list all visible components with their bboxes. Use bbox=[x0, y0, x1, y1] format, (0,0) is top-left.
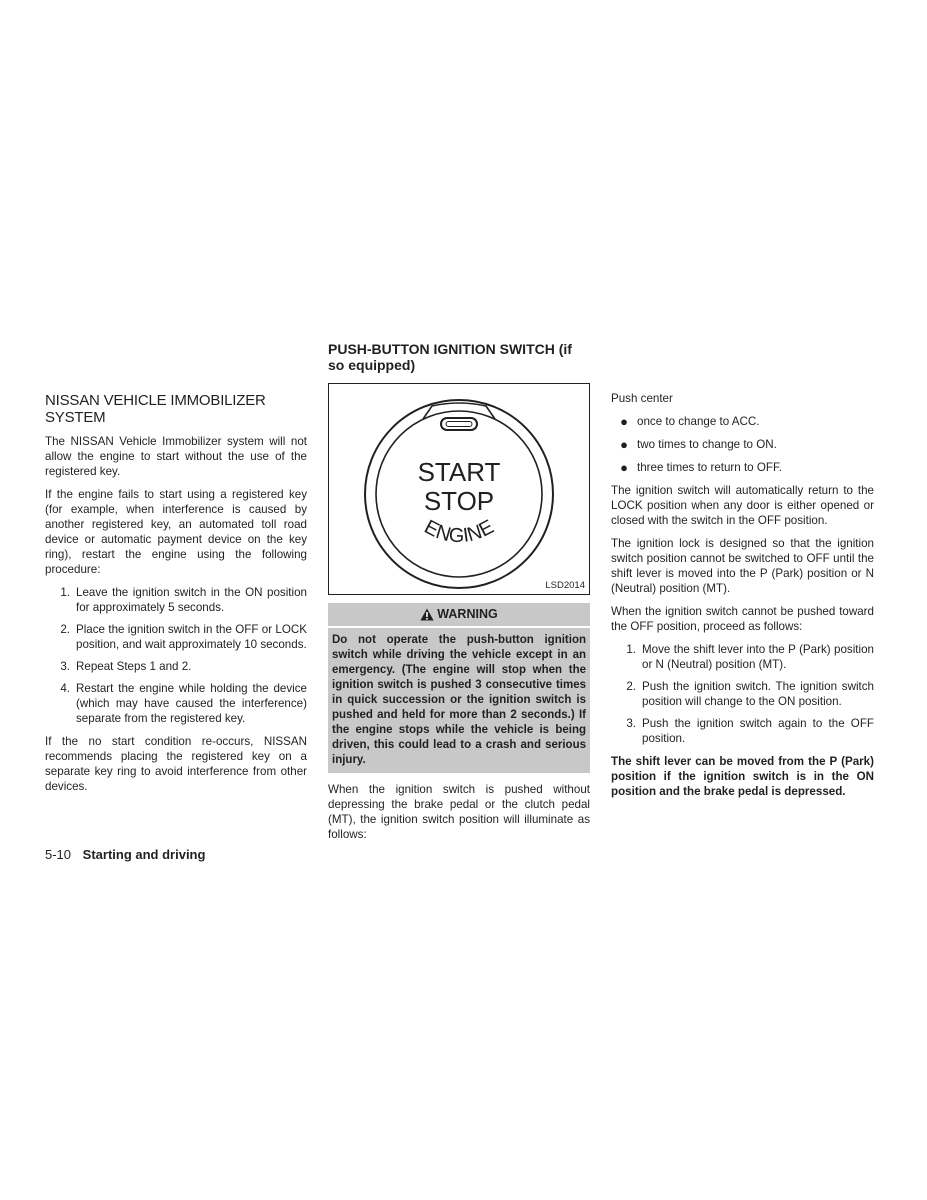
warning-header bbox=[328, 603, 590, 628]
cannot-push-paragraph: When the ignition switch cannot be pushed toward the OFF position, proceed as follows: bbox=[611, 605, 874, 633]
bullet-text: two times to change to ON. bbox=[637, 438, 777, 451]
bullet-icon: ● bbox=[620, 437, 628, 452]
section-name: Starting and driving bbox=[82, 847, 206, 862]
list-item bbox=[611, 437, 874, 452]
push-button-section-title: PUSH-BUTTON IGNITION SWITCH (if so equipped) bbox=[328, 341, 572, 373]
bullet-icon: ● bbox=[620, 414, 628, 429]
right-column bbox=[611, 391, 874, 807]
ignition-lock-paragraph: The ignition lock is designed so that the ignition switch position cannot be switched to OFF until the shift lever is moved into the P (Park) position or N (Neutral) position (MT). bbox=[611, 537, 874, 595]
list-item bbox=[611, 460, 874, 475]
figure-code: LSD2014 bbox=[545, 580, 585, 591]
step-number: 4. bbox=[60, 682, 70, 695]
ignition-switch-figure bbox=[328, 383, 590, 595]
page-number: 5-10 bbox=[45, 847, 72, 862]
list-item bbox=[611, 642, 874, 672]
button-label-stop: STOP bbox=[423, 486, 495, 516]
button-label-start: START bbox=[417, 457, 501, 487]
list-item bbox=[45, 585, 307, 615]
list-item bbox=[45, 681, 307, 726]
bullet-icon: ● bbox=[620, 460, 628, 475]
step-text: Restart the engine while holding the device (which may have caused the interference) separate from the registered key. bbox=[76, 682, 307, 725]
step-number: 3. bbox=[626, 717, 636, 730]
middle-column bbox=[328, 341, 590, 850]
step-number: 3. bbox=[60, 660, 70, 673]
step-text: Repeat Steps 1 and 2. bbox=[76, 660, 192, 673]
step-number: 2. bbox=[60, 623, 70, 636]
bullet-text: once to change to ACC. bbox=[637, 415, 760, 428]
list-item bbox=[611, 679, 874, 709]
list-item bbox=[611, 414, 874, 429]
push-center-list bbox=[611, 414, 874, 475]
illumination-paragraph: When the ignition switch is pushed without depressing the brake pedal or the clutch pedal (MT), the ignition switch position will illuminate as follows: bbox=[328, 783, 590, 841]
immobilizer-intro-paragraph: The NISSAN Vehicle Immobilizer system will not allow the engine to start without the use of the registered key. bbox=[45, 435, 307, 478]
push-center-intro: Push center bbox=[611, 392, 673, 405]
immobilizer-recommendation-paragraph: If the no start condition re-occurs, NISSAN recommends placing the registered key on a separate key ring to avoid interference from other devices. bbox=[45, 735, 307, 793]
button-label-engine: ENGINE bbox=[420, 515, 498, 548]
restart-steps-list bbox=[45, 585, 307, 726]
step-number: 1. bbox=[626, 643, 636, 656]
step-number: 2. bbox=[626, 680, 636, 693]
start-stop-button-illustration bbox=[329, 384, 589, 594]
shift-lever-note: The shift lever can be moved from the P (Park) position if the ignition switch is in the ON position and the brake pedal is depressed. bbox=[611, 755, 874, 798]
warning-label: WARNING bbox=[437, 607, 498, 621]
step-text: Move the shift lever into the P (Park) position or N (Neutral) position (MT). bbox=[642, 643, 874, 671]
cannot-push-steps-list bbox=[611, 642, 874, 746]
immobilizer-restart-paragraph: If the engine fails to start using a registered key (for example, when interference is caused by another registered key, an automated toll road device or automatic payment device on the key ring), restart the engine using the following procedure: bbox=[45, 488, 307, 576]
step-text: Push the ignition switch again to the OFF position. bbox=[642, 717, 874, 745]
warning-box bbox=[328, 603, 590, 773]
step-text: Push the ignition switch. The ignition switch position will change to the ON position. bbox=[642, 680, 874, 708]
left-column bbox=[45, 392, 307, 802]
list-item bbox=[611, 716, 874, 746]
step-text: Leave the ignition switch in the ON position for approximately 5 seconds. bbox=[76, 586, 307, 614]
list-item bbox=[45, 659, 307, 674]
page-footer bbox=[45, 847, 205, 863]
bullet-text: three times to return to OFF. bbox=[637, 461, 782, 474]
warning-text: Do not operate the push-button ignition switch while driving the vehicle except in an emergency. (The engine will stop when the ignition switch is pushed 3 consecutive times in quick succession or the ignition switch is pushed and held for more than 2 seconds.) If the engine stops while the vehicle is being driven, this could lead to a crash and serious injury. bbox=[332, 634, 586, 766]
auto-return-paragraph: The ignition switch will automatically return to the LOCK position when any door is either opened or closed with the switch in the OFF position. bbox=[611, 484, 874, 527]
list-item bbox=[45, 622, 307, 652]
immobilizer-section-title: NISSAN VEHICLE IMMOBILIZER SYSTEM bbox=[45, 392, 266, 426]
step-number: 1. bbox=[60, 586, 70, 599]
step-text: Place the ignition switch in the OFF or LOCK position, and wait approximately 10 seconds. bbox=[76, 623, 307, 651]
warning-triangle-icon bbox=[420, 608, 434, 621]
